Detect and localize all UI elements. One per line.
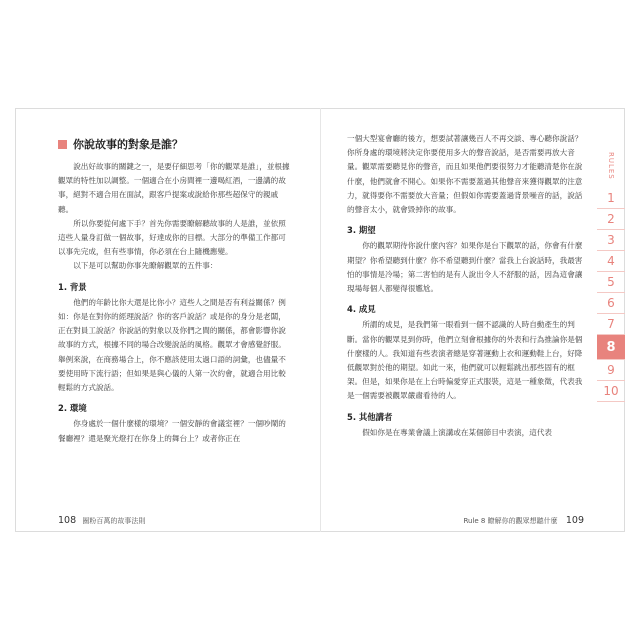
paragraph: 說出好故事的關鍵之一，是要仔細思考「你的觀眾是誰」，並根據觀眾的特性加以調整。一個適合在小房間裡一邊喝紅酒，一邊講的故事，絕對不適合用在面試，跟客戶提案或說給你那些超保守的親戚聽。 [58, 162, 290, 214]
subsection-title: 1. 背景 [58, 281, 87, 292]
section-heading [58, 136, 183, 152]
running-head: 圈粉百萬的故事法則 [82, 517, 146, 525]
page-number: 109 [565, 515, 584, 526]
paragraph: 你身處於一個什麼樣的環境？一個安靜的會議室裡？一個吵鬧的餐廳裡？還是聚光燈打在你身上的舞台上？或者你正在 [58, 419, 286, 443]
subsection-title: 3. 期望 [347, 225, 376, 236]
rules-label: RULES [607, 152, 615, 180]
rule-tab: 9 [597, 360, 625, 381]
rule-tab: 7 [597, 314, 625, 335]
rules-tab-index [597, 150, 625, 402]
right-page-body [347, 132, 589, 440]
rule-tab: 5 [597, 272, 625, 293]
heading-text: 你說故事的對象是誰？ [73, 138, 183, 151]
rule-tab: 4 [597, 251, 625, 272]
rule-tab: 3 [597, 230, 625, 251]
paragraph: 以下是可以幫助你事先瞭解觀眾的五件事： [73, 261, 218, 271]
left-footer [58, 515, 145, 526]
paragraph: 所謂的成見，是我們第一眼看到一個不認識的人時自動產生的判斷。當你的觀眾見到你時，他們立刻會根據你的外表和行為推論你是個什麼樣的人。我知道有些表演者總是穿著運動上衣和運動鞋上台，好降低觀眾對於他的期望。如此一來，他們就可以輕鬆跳出那些固有的框架。但是，如果你是在上台時偏愛穿正式服裝，這是一種象徵，代表我是一個需要被觀眾嚴肅看待的人。 [347, 320, 583, 401]
paragraph: 你的觀眾期待你說什麼內容？如果你是台下觀眾的話，你會有什麼期望？你希望聽到什麼？你不希望聽到什麼？當我上台說話時，我最害怕的事情是冷場；第二害怕的是有人說出令人不舒服的話，因為這會讓現場每個人都變得很尷尬。 [347, 241, 583, 294]
paragraph: 他們的年齡比你大還是比你小？這些人之間是否有利益關係？例如：你是在對你的經理說話？你的客戶說話？或是你的身分是老闆，正在對員工說話？你說話的對象以及你們之間的關係，都會影響你說故事的方式，根據不同的場合改變說話的風格。觀眾才會感覺舒服。舉例來說，在商務場合上，你不應該使用太過口語的詞彙，也儘量不要使用時下流行語；但如果是與心儀的人第一次約會，就適合用比較輕鬆的方式說話。 [58, 297, 286, 393]
paragraph: 所以你要從何處下手？首先你需要瞭解聽故事的人是誰，並依照這些人量身訂做一個故事，好達成你的目標。大部分的準備工作都可以事先完成，但有些事情，你必須在台上隨機應變。 [58, 218, 286, 257]
rule-tab: 6 [597, 293, 625, 314]
rule-tab: 10 [597, 381, 625, 402]
right-footer [463, 515, 584, 526]
page-gutter [320, 108, 321, 532]
subsection-title: 4. 成見 [347, 304, 376, 315]
subsection-title: 2. 環境 [58, 403, 87, 414]
rule-tab-active: 8 [597, 335, 625, 360]
paragraph: 一個大型宴會廳的後方，想要試著讓幾百人不再交談、專心聽你說話？你所身處的環境將決定你要使用多大的聲音說話，是否需要再放大音量。觀眾需要聽見你的聲音，而且如果他們要很努力才能聽清楚你在說什麼，他們就會不開心。如果你不需要蓋過其他聲音來獲得觀眾的注意力，就得要你不需要放大音量；但假如你需要蓋過背景噪音的話，說話的聲音太小，就會毀掉你的故事。 [347, 134, 583, 215]
paragraph: 假如你是在專業會議上演講或在某個節目中表演，這代表 [362, 427, 553, 437]
page-number: 108 [58, 515, 77, 526]
subsection-title: 5. 其他講者 [347, 411, 393, 422]
heading-marker-icon [58, 140, 67, 149]
running-head: Rule 8 瞭解你的觀眾想聽什麼 [463, 517, 558, 525]
rule-tab: 1 [597, 188, 625, 209]
rule-tab: 2 [597, 209, 625, 230]
left-page-body [58, 160, 290, 446]
